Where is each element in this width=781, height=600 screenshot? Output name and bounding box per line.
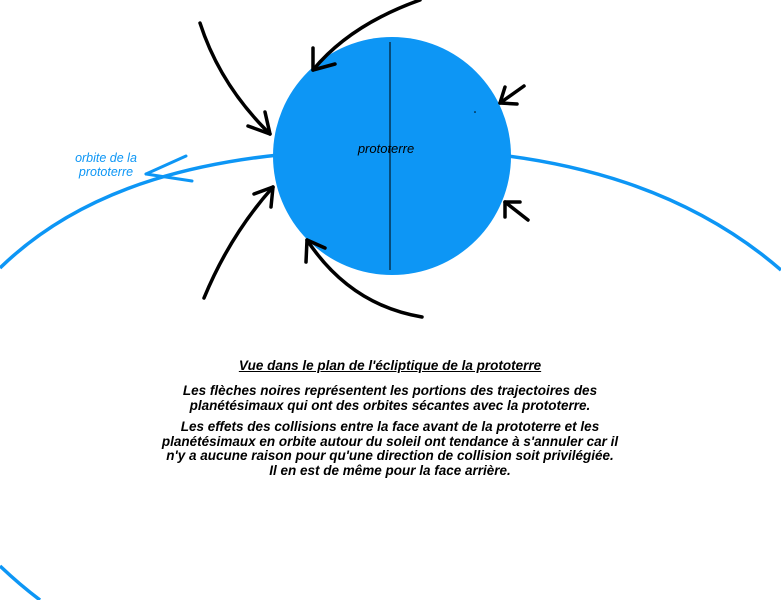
caption-p1-line1: Les flèches noires représentent les portions des trajectoires des — [182, 383, 598, 398]
trajectory-arrow-top-left — [200, 23, 270, 134]
caption-title: Vue dans le plan de l'écliptique de la prototerre — [238, 358, 542, 373]
caption-paragraph-2 — [130, 420, 650, 478]
orbit-path-lower — [0, 566, 40, 600]
orbit-label-line2: prototerre — [78, 165, 134, 179]
trajectory-arrow-right-lower — [505, 202, 528, 220]
caption-p1-line2: planétésimaux qui ont des orbites sécantes avec la prototerre. — [189, 397, 591, 413]
caption-paragraph-1 — [130, 384, 650, 413]
protoearth-label: prototerre — [357, 141, 415, 156]
planet-speck — [474, 111, 476, 113]
caption-p2-line2: planétésimaux en orbite autour du soleil ont tendance à s'annuler car il — [161, 433, 619, 449]
caption-p2-line1: Les effets des collisions entre la face avant de la prototerre et les — [180, 419, 600, 434]
trajectory-arrow-bottom-left — [204, 187, 273, 298]
orbit-direction-arrow-icon — [146, 156, 192, 181]
orbit-label-line1: orbite de la — [75, 151, 137, 165]
trajectory-arrow-right-upper — [500, 86, 524, 104]
caption-p2-line4: Il en est de même pour la face arrière. — [269, 462, 511, 478]
caption-p2-line3: n'y a aucune raison pour qu'une direction de collision soit privilégiée. — [166, 448, 614, 463]
